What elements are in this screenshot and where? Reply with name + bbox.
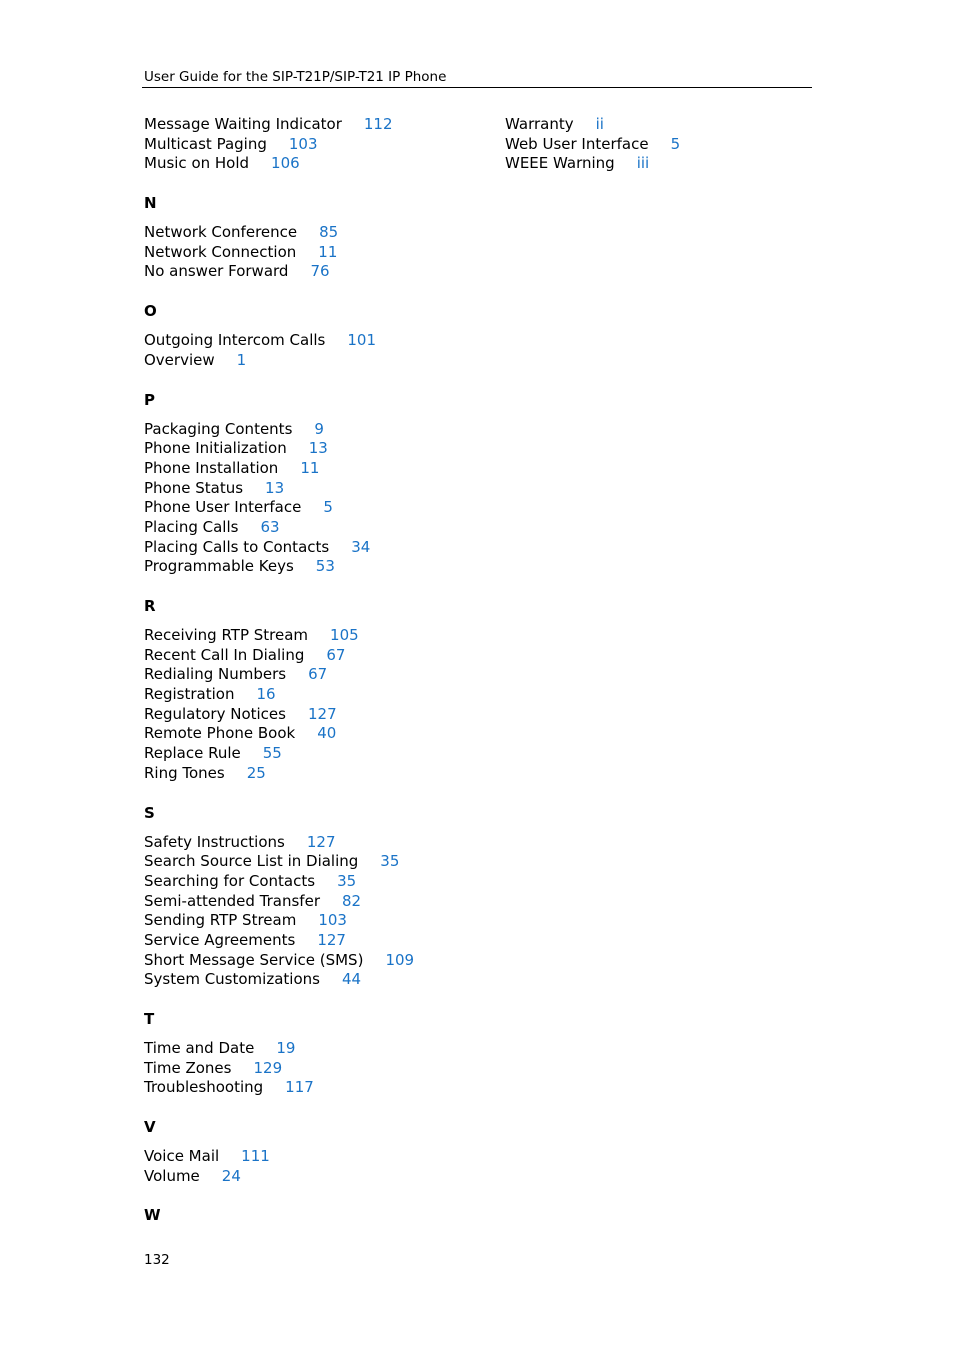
index-page-link[interactable]: 63 (260, 517, 280, 536)
index-entry (144, 153, 484, 173)
index-page-link[interactable]: 109 (385, 950, 415, 969)
index-term: Network Connection (144, 242, 297, 261)
index-entry (144, 556, 484, 576)
index-entry (144, 950, 484, 970)
index-page-link[interactable]: 13 (308, 439, 328, 458)
index-page-link[interactable]: 13 (265, 478, 285, 497)
index-term: Searching for Contacts (144, 871, 316, 890)
header-rule (142, 87, 812, 88)
index-term: Safety Instructions (144, 832, 285, 851)
index-term: WEEE Warning (505, 154, 615, 173)
index-page-link[interactable]: 127 (307, 704, 337, 723)
index-section-letter: V (144, 1118, 156, 1137)
index-term: Time Zones (144, 1058, 232, 1077)
index-page-link[interactable]: 44 (341, 970, 362, 989)
index-entry (144, 517, 484, 537)
index-term: Overview (144, 350, 215, 369)
index-entry (144, 134, 484, 154)
index-term: Ring Tones (144, 763, 225, 782)
index-term: Registration (144, 685, 235, 704)
index-section-letter: N (144, 194, 157, 213)
index-term: Placing Calls to Contacts (144, 537, 330, 556)
index-page-link[interactable]: 106 (271, 154, 300, 173)
index-page-link[interactable]: 129 (253, 1058, 283, 1077)
index-section-letter: P (144, 390, 155, 409)
index-page-link[interactable]: 85 (319, 223, 339, 242)
index-term: Service Agreements (144, 930, 296, 949)
index-page-link[interactable]: 11 (318, 242, 338, 261)
index-page-link[interactable]: 127 (317, 930, 346, 949)
index-entry (144, 222, 484, 242)
index-entry (144, 664, 484, 684)
index-page-link[interactable]: 55 (262, 744, 282, 763)
index-entry (144, 969, 484, 989)
index-entry (144, 743, 484, 763)
index-term: Packaging Contents (144, 419, 293, 438)
index-entry (144, 1077, 484, 1097)
index-term: Outgoing Intercom Calls (144, 331, 326, 350)
index-page-link[interactable]: 76 (310, 262, 330, 281)
index-term: Time and Date (144, 1039, 255, 1057)
index-page-link[interactable]: 111 (241, 1147, 270, 1166)
index-term: Regulatory Notices (144, 704, 286, 723)
index-page-link[interactable]: 67 (308, 665, 328, 684)
index-page-link[interactable]: 34 (351, 537, 371, 556)
index-term: Search Source List in Dialing (144, 852, 359, 871)
index-page-link[interactable]: ii (595, 115, 604, 133)
index-page-link[interactable]: 35 (337, 871, 357, 890)
index-entry (144, 114, 484, 134)
index-page-link[interactable]: 117 (285, 1078, 314, 1097)
index-term: Phone Status (144, 478, 244, 497)
index-term: Redialing Numbers (144, 665, 287, 684)
index-section-letter: S (144, 803, 155, 822)
index-entry (144, 910, 484, 930)
index-section-letter: R (144, 597, 156, 615)
index-entry (505, 114, 825, 134)
index-page-link[interactable]: 9 (314, 419, 324, 438)
index-entry (505, 153, 825, 173)
index-term: Voice Mail (144, 1147, 220, 1166)
index-page-link[interactable]: 101 (347, 331, 376, 350)
index-term: Short Message Service (SMS) (144, 950, 364, 969)
index-entry (144, 497, 484, 517)
index-term: Message Waiting Indicator (144, 115, 342, 133)
index-page-link[interactable]: 67 (326, 645, 346, 664)
index-entry (144, 458, 484, 478)
index-page-link[interactable]: 127 (306, 832, 336, 851)
index-term: Replace Rule (144, 744, 241, 763)
index-entry (144, 851, 484, 871)
index-entry (144, 478, 484, 498)
index-entry (144, 438, 484, 458)
index-page-link[interactable]: 103 (288, 134, 318, 153)
index-page-link[interactable]: 25 (246, 763, 266, 782)
index-entry (144, 242, 484, 262)
index-term: Receiving RTP Stream (144, 626, 309, 644)
index-section-letter: T (144, 1010, 155, 1028)
running-header: User Guide for the SIP-T21P/SIP-T21 IP Phone (144, 69, 447, 85)
index-entry (505, 134, 825, 154)
index-term: No answer Forward (144, 262, 289, 281)
index-page-link[interactable]: 24 (221, 1166, 241, 1185)
index-entry (144, 684, 484, 704)
index-entry (144, 537, 484, 557)
index-page-link[interactable]: 103 (318, 911, 347, 930)
page-number: 132 (144, 1252, 170, 1268)
index-term: Remote Phone Book (144, 724, 296, 743)
index-term: Troubleshooting (144, 1078, 264, 1097)
index-page-link[interactable]: 11 (300, 458, 320, 477)
index-page-link[interactable]: 1 (236, 350, 247, 369)
index-term: Warranty (505, 115, 574, 133)
index-page-link[interactable]: 82 (342, 891, 362, 910)
index-term: Sending RTP Stream (144, 911, 297, 930)
index-term: Phone User Interface (144, 498, 302, 517)
index-entry (144, 930, 484, 950)
index-entry (144, 1166, 484, 1186)
index-entry (144, 871, 484, 891)
index-term: Phone Installation (144, 458, 279, 477)
index-entry (144, 704, 484, 724)
index-section-letter: W (144, 1206, 161, 1225)
index-right-column (505, 114, 825, 173)
index-term: Placing Calls (144, 517, 239, 536)
index-term: Phone Initialization (144, 439, 287, 458)
index-term: Web User Interface (505, 134, 649, 153)
index-entry (144, 1146, 484, 1166)
index-page-link[interactable]: iii (636, 154, 650, 173)
index-section-letter: O (144, 302, 157, 321)
index-page-link[interactable]: 5 (323, 498, 333, 517)
index-page-link[interactable]: 16 (256, 685, 276, 704)
index-page-link[interactable]: 5 (670, 134, 681, 153)
index-term: Programmable Keys (144, 557, 294, 576)
index-page-link[interactable]: 35 (380, 852, 400, 871)
index-term: Network Conference (144, 223, 298, 242)
index-entry (144, 350, 484, 370)
index-page-link[interactable]: 105 (330, 626, 359, 644)
index-entry (144, 330, 484, 350)
index-term: Volume (144, 1166, 200, 1185)
index-entry (144, 1058, 484, 1078)
index-entry (144, 625, 484, 645)
index-term: Music on Hold (144, 154, 250, 173)
index-page-link[interactable]: 112 (363, 115, 393, 133)
index-page-link[interactable]: 19 (276, 1039, 296, 1057)
index-left-column (144, 114, 484, 1234)
index-entry (144, 419, 484, 439)
index-term: System Customizations (144, 970, 320, 989)
index-term: Multicast Paging (144, 134, 267, 153)
index-entry (144, 891, 484, 911)
index-page-link[interactable]: 53 (315, 557, 335, 576)
index-term: Recent Call In Dialing (144, 645, 305, 664)
index-entry (144, 261, 484, 281)
index-entry (144, 1038, 484, 1058)
index-entry (144, 763, 484, 783)
index-entry (144, 723, 484, 743)
index-entry (144, 645, 484, 665)
index-entry (144, 832, 484, 852)
index-page-link[interactable]: 40 (317, 724, 337, 743)
index-term: Semi-attended Transfer (144, 891, 320, 910)
